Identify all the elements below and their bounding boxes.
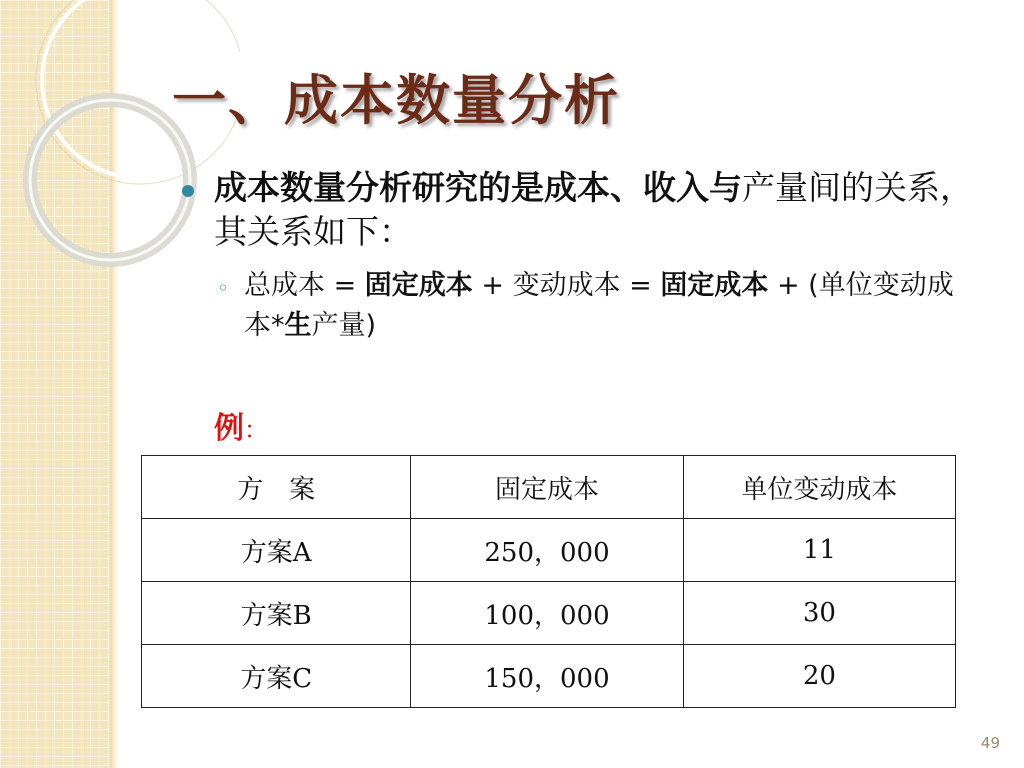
formula-part-2: 固定成本 — [364, 270, 473, 301]
table-header-cell: 方 案 — [142, 456, 411, 519]
decorative-band-edge — [110, 0, 120, 768]
page-number: 49 — [980, 734, 1000, 752]
table-cell: 方案B — [142, 582, 411, 645]
formula-part-3: + 变动成本 = — [472, 270, 661, 301]
formula-part-1: 总成本 = — [244, 270, 365, 301]
table-cell: 20 — [683, 645, 955, 708]
bullet-bold-text: 成本数量分析研究的是成本、收入与 — [214, 168, 742, 207]
sub-bullet-circle-icon: ◦ — [217, 276, 229, 300]
table-row — [142, 645, 956, 708]
table-header-cell: 单位变动成本 — [683, 456, 955, 519]
table-header-cell: 固定成本 — [411, 456, 683, 519]
formula-text — [244, 266, 974, 346]
table-row — [142, 519, 956, 582]
table-row — [142, 582, 956, 645]
table-cell: 250，000 — [411, 519, 683, 582]
table-header-row — [142, 456, 956, 519]
example-label — [214, 403, 268, 447]
slide-title: 一、成本数量分析 — [172, 69, 620, 132]
formula-part-7: 产量) — [311, 310, 377, 341]
example-colon: ： — [244, 416, 268, 444]
table-cell: 方案A — [142, 519, 411, 582]
cost-table — [141, 455, 956, 708]
decorative-left-band — [0, 0, 114, 768]
table-cell: 30 — [683, 582, 955, 645]
formula-part-5: + (单位变动成本* — [244, 270, 954, 341]
bullet-dot-icon — [182, 185, 194, 197]
formula-part-6: 生 — [284, 310, 312, 341]
bullet-normal-text: 产量间的关系，其关系如下： — [214, 168, 973, 251]
table-cell: 100，000 — [411, 582, 683, 645]
main-bullet-text — [214, 166, 994, 254]
formula-part-4: 固定成本 — [660, 270, 769, 301]
table-cell: 150，000 — [411, 645, 683, 708]
example-word: 例 — [214, 411, 244, 446]
table-cell: 11 — [683, 519, 955, 582]
table-cell: 方案C — [142, 645, 411, 708]
